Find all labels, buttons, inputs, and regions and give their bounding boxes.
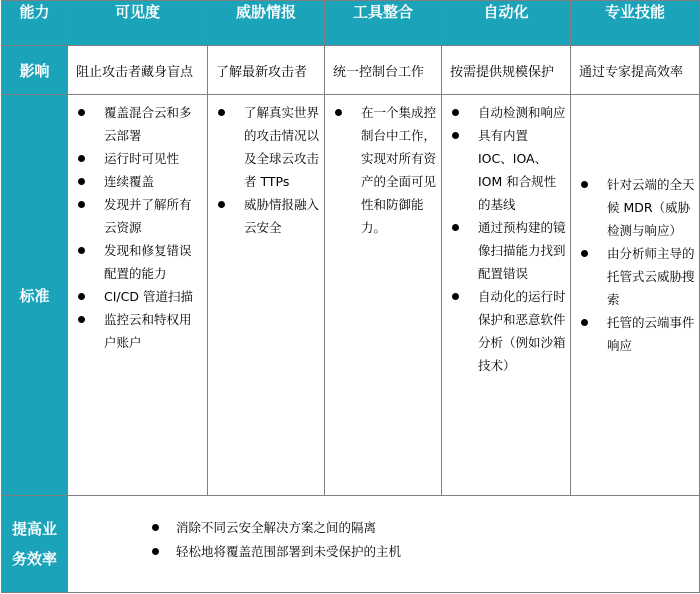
efficiency-row <box>2 496 700 593</box>
list-item: 运行时可见性 <box>68 147 203 170</box>
list-item: 消除不同云安全解决方案之间的隔离 <box>68 516 699 540</box>
list-item: 发现和修复错误配置的能力 <box>68 239 203 285</box>
list-item: 在一个集成控制台中工作，实现对所有资产的全面可见性和防御能力。 <box>325 101 437 239</box>
bullet-list <box>325 95 441 239</box>
list-item: 了解真实世界的攻击情况以及全球云攻击者 TTPs <box>208 101 320 193</box>
standards-cell-threat-intel <box>208 95 325 496</box>
bullet-list <box>442 95 570 377</box>
list-item: 连续覆盖 <box>68 170 203 193</box>
list-item: 威胁情报融入云安全 <box>208 193 320 239</box>
impact-cell: 通过专家提高效率 <box>571 46 700 95</box>
list-item: 监控云和特权用户账户 <box>68 308 203 354</box>
header-capability: 能力 <box>2 1 68 46</box>
list-item: 发现并了解所有云资源 <box>68 193 203 239</box>
bullet-list <box>68 95 207 354</box>
standards-label: 标准 <box>2 95 68 496</box>
bullet-list <box>68 496 699 564</box>
efficiency-label-line: 提高业 <box>11 520 57 538</box>
standards-cell-visibility <box>68 95 208 496</box>
list-item: 通过预构建的镜像扫描能力找到配置错误 <box>442 216 566 285</box>
impact-cell: 统一控制台工作 <box>325 46 442 95</box>
standards-cell-expertise <box>571 95 700 496</box>
standards-row <box>2 95 700 496</box>
efficiency-cell <box>68 496 700 593</box>
list-item: 轻松地将覆盖范围部署到未受保护的主机 <box>68 540 699 564</box>
list-item: 具有内置 IOC、IOA、IOM 和合规性的基线 <box>442 124 566 216</box>
impact-cell: 按需提供规模保护 <box>442 46 571 95</box>
standards-cell-tool-integration <box>325 95 442 496</box>
list-item: 覆盖混合云和多云部署 <box>68 101 203 147</box>
impact-cell: 了解最新攻击者 <box>208 46 325 95</box>
impact-cell: 阻止攻击者藏身盲点 <box>68 46 208 95</box>
bullet-list <box>571 95 699 357</box>
list-item: 自动检测和响应 <box>442 101 566 124</box>
header-automation: 自动化 <box>442 1 571 46</box>
list-item: 由分析师主导的托管式云威胁搜索 <box>571 242 695 311</box>
header-visibility: 可见度 <box>68 1 208 46</box>
impact-row <box>2 46 700 95</box>
header-threat-intel: 威胁情报 <box>208 1 325 46</box>
efficiency-label <box>2 496 68 593</box>
bullet-list <box>208 95 324 239</box>
list-item: CI/CD 管道扫描 <box>68 285 203 308</box>
list-item: 托管的云端事件响应 <box>571 311 695 357</box>
list-item: 针对云端的全天候 MDR（威胁检测与响应） <box>571 173 695 242</box>
header-tool-integration: 工具整合 <box>325 1 442 46</box>
standards-cell-automation <box>442 95 571 496</box>
header-expertise: 专业技能 <box>571 1 700 46</box>
efficiency-label-line: 务效率 <box>11 550 57 568</box>
header-row <box>2 1 700 46</box>
capability-table <box>1 0 700 593</box>
list-item: 自动化的运行时保护和恶意软件分析（例如沙箱技术） <box>442 285 566 377</box>
impact-label: 影响 <box>2 46 68 95</box>
